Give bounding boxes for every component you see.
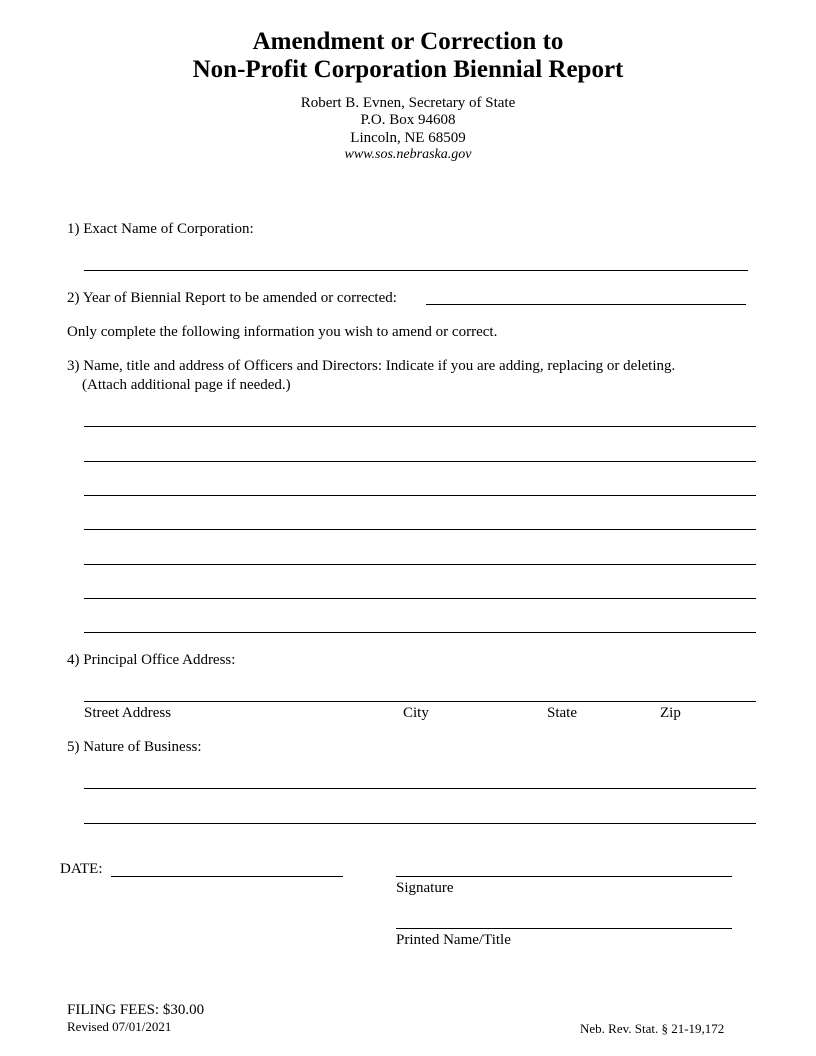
signature-caption: Signature	[396, 880, 454, 896]
q1-label: 1) Exact Name of Corporation:	[67, 221, 254, 237]
date-field[interactable]	[111, 876, 343, 877]
form-title-line1: Amendment or Correction to	[252, 28, 564, 55]
city-caption: City	[403, 705, 429, 721]
report-year-field[interactable]	[426, 304, 746, 305]
office-address-field[interactable]	[84, 701, 756, 702]
po-box: P.O. Box 94608	[360, 112, 456, 128]
official-name: Robert B. Evnen, Secretary of State	[300, 95, 516, 111]
date-label: DATE:	[60, 861, 103, 877]
officers-line[interactable]	[84, 598, 756, 599]
q5-label: 5) Nature of Business:	[67, 739, 202, 755]
zip-caption: Zip	[660, 705, 681, 721]
corporation-name-field[interactable]	[84, 270, 748, 271]
officers-line[interactable]	[84, 632, 756, 633]
q3-note: (Attach additional page if needed.)	[82, 377, 291, 393]
officers-line[interactable]	[84, 495, 756, 496]
website: www.sos.nebraska.gov	[344, 147, 472, 162]
business-nature-line[interactable]	[84, 788, 756, 789]
statute-reference: Neb. Rev. Stat. § 21-19,172	[580, 1021, 725, 1036]
q3-label: 3) Name, title and address of Officers and Directors: Indicate if you are adding, replacing or deleting.	[67, 358, 676, 374]
state-caption: State	[547, 705, 577, 721]
officers-line[interactable]	[84, 529, 756, 530]
signature-field[interactable]	[396, 876, 732, 877]
street-address-caption: Street Address	[84, 705, 172, 721]
q2-label: 2) Year of Biennial Report to be amended or corrected:	[67, 290, 397, 306]
form-title-line2: Non-Profit Corporation Biennial Report	[192, 56, 624, 83]
filing-fees: FILING FEES: $30.00	[67, 1002, 205, 1018]
printed-name-caption: Printed Name/Title	[396, 932, 511, 948]
instruction-text: Only complete the following information you wish to amend or correct.	[67, 324, 498, 340]
officers-line[interactable]	[84, 461, 756, 462]
city-state-zip: Lincoln, NE 68509	[350, 130, 466, 146]
revised-date: Revised 07/01/2021	[67, 1019, 172, 1034]
q4-label: 4) Principal Office Address:	[67, 652, 236, 668]
officers-line[interactable]	[84, 426, 756, 427]
officers-line[interactable]	[84, 564, 756, 565]
printed-name-field[interactable]	[396, 928, 732, 929]
business-nature-line[interactable]	[84, 823, 756, 824]
